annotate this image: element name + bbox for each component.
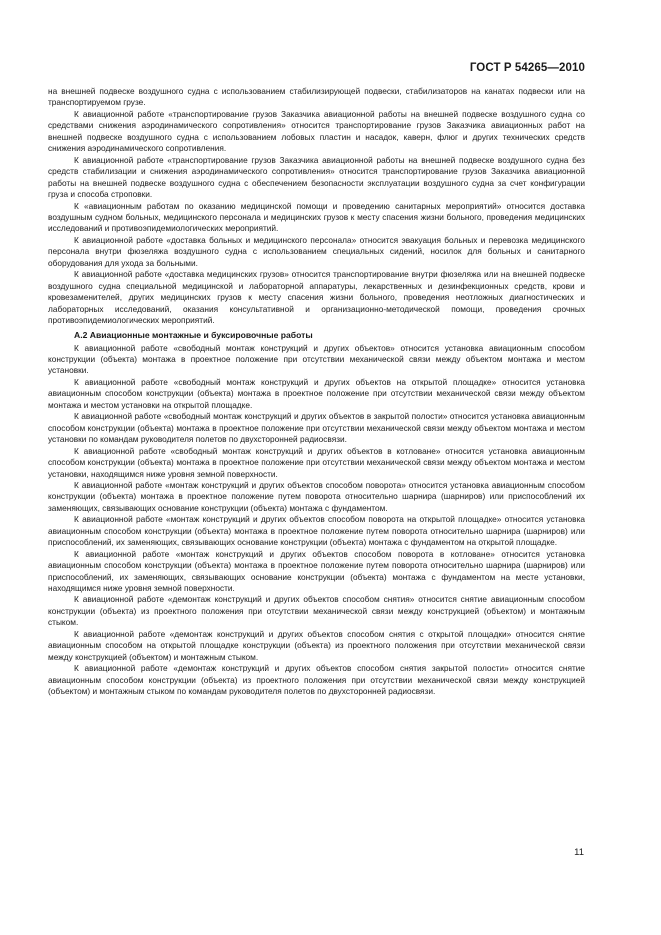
paragraph-continuation: на внешней подвеске воздушного судна с использованием стабилизирующей подвески, стабилизаторов на канатах подвески или на транспортируемом грузе.: [48, 86, 585, 108]
paragraph: К авиационной работе «доставка медицинских грузов» относится транспортирование внутри фюзеляжа или на внешней подвеске воздушного судна специальной медицинской и лабораторной аппаратуры, лекарственных и дезинфекционных средств, крови и кровезаменителей, других медицинских грузов к месту спасения жизни больного, проведения неотложных диагностических и лабораторных исследований, оказания консультативной и организационно-методической помощи, проведения срочных противоэпидемиологических мероприятий.: [48, 269, 585, 326]
standard-number: ГОСТ Р 54265—2010: [469, 62, 585, 74]
paragraph: К авиационной работе «монтаж конструкций и других объектов способом поворота в котловане» относится установка авиационным способом конструкции (объекта) монтажа в проектное положение путем поворота относительно шарнира (шарниров) или приспособлений, их заменяющих, связывающих основание конструкции (объекта) монтажа с фундаментом на месте установки, находящимся ниже уровня земной поверхности.: [48, 548, 585, 594]
paragraph: К авиационной работе «демонтаж конструкций и других объектов способом снятия с открытой площадки» относится снятие авиационным способом на открытой площадке конструкции (объекта) из проектного положения при отсутствии механической связи между конструкцией (объектом) и монтажным стыком.: [48, 628, 585, 662]
paragraph: К авиационной работе «демонтаж конструкций и других объектов способом снятия закрытой полости» относится снятие авиационным способом конструкции (объекта) из проектного положения при отсутствии механической связи между конструкцией (объектом) и монтажным стыком по командам руководителя полетов по двухсторонней радиосвязи.: [48, 663, 585, 697]
paragraph: К авиационной работе «монтаж конструкций и других объектов способом поворота на открытой площадке» относится установка авиационным способом конструкции (объекта) монтажа в проектное положение путем поворота относительно шарнира (шарниров) или приспособлений, их заменяющих, связывающих основание конструкции (объекта) монтажа с фундаментом на открытой площадке.: [48, 514, 585, 548]
paragraph: К авиационной работе «свободный монтаж конструкций и других объектов» относится установка авиационным способом конструкции (объекта) монтажа в проектное положение при отсутствии механической связи между объектом монтажа и местом установки.: [48, 342, 585, 376]
paragraph: К авиационной работе «демонтаж конструкций и других объектов способом снятия» относится снятие авиационным способом конструкции (объекта) из проектного положения при отсутствии механической связи между конструкцией (объектом) и монтажным стыком.: [48, 594, 585, 628]
paragraph: К авиационной работе «монтаж конструкций и других объектов способом поворота» относится установка авиационным способом конструкции (объекта) монтажа в проектное положение путем поворота относительно шарнира (шарниров) или приспособлений их заменяющих, связывающих основание конструкции (объекта) монтажа с фундаментом.: [48, 479, 585, 513]
paragraph: К авиационной работе «транспортирование грузов Заказчика авиационной работы на внешней подвеске воздушного судна со средствами снижения аэродинамического сопротивления» относится транспортирование грузов Заказчика авиационных работ на внешней подвеске воздушного судна с использованием лобовых пластин и насадок, каверн, флюг и других технических средств снижения аэродинамического сопротивления.: [48, 108, 585, 154]
paragraph: К авиационной работе «транспортирование грузов Заказчика авиационной работы на внешней подвеске воздушного судна без средств стабилизации и снижения аэродинамического сопротивления» относится транспортирование грузов Заказчика авиационной работы на внешней подвеске воздушного судна с обеспечением безопасности эксплуатации воздушного судна за счет конфигурации груза и способа строповки.: [48, 154, 585, 200]
paragraph: К «авиационным работам по оказанию медицинской помощи и проведению санитарных мероприятий» относится доставка воздушным судном больных, медицинского персонала и медицинских грузов к месту спасения жизни больного, проведения медицинских исследований и противоэпидемиологических мероприятий.: [48, 200, 585, 234]
paragraph: К авиационной работе «свободный монтаж конструкций и других объектов в котловане» относится установка авиационным способом конструкции (объекта) монтажа в проектное положение при отсутствии механической связи между объектом монтажа и местом установки, находящимся ниже уровня земной поверхности.: [48, 445, 585, 479]
paragraph: К авиационной работе «свободный монтаж конструкций и других объектов в закрытой полости» относится установка авиационным способом конструкции (объекта) монтажа в проектное положение при отсутствии механической связи между объектом монтажа и местом установки по командам руководителя полетов по двухсторонней радиосвязи.: [48, 411, 585, 445]
page-number: 11: [574, 847, 584, 858]
paragraph: К авиационной работе «свободный монтаж конструкций и других объектов на открытой площадке» относится установка авиационным способом конструкции (объекта) монтажа в проектное положение при отсутствии механической связи между объектом монтажа и местом установки на открытой площадке.: [48, 376, 585, 410]
paragraph: К авиационной работе «доставка больных и медицинского персонала» относится эвакуация больных и перевозка медицинского персонала внутри фюзеляжа воздушного судна с использованием специальных сидений, носилок для больных и санитарного оборудования для ухода за больными.: [48, 234, 585, 268]
document-body: [48, 86, 585, 698]
section-heading: А.2 Авиационные монтажные и буксировочные работы: [74, 329, 313, 340]
